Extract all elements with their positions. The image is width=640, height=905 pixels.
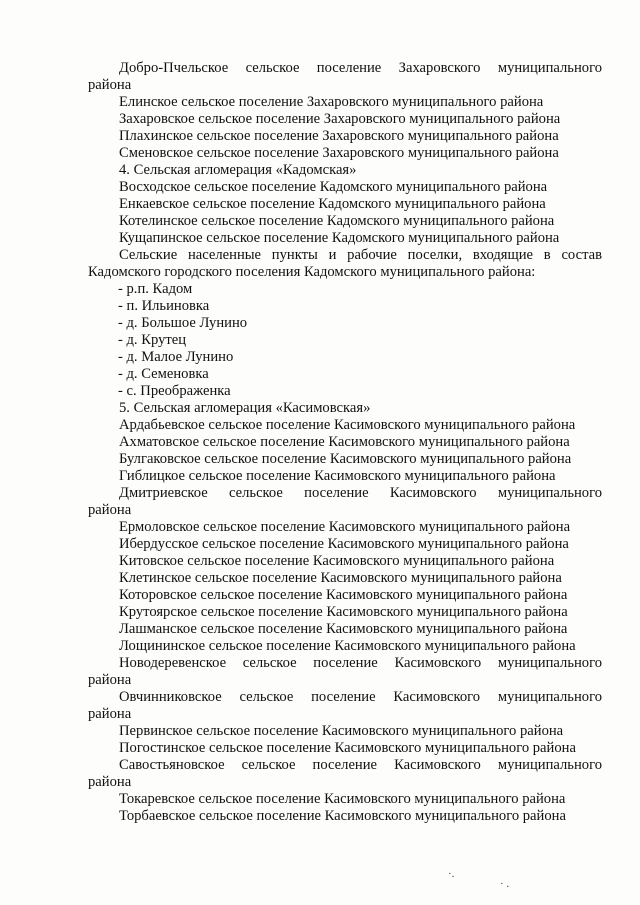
text-line: Новодеревенское сельское поселение Касимовского муниципального xyxy=(119,655,602,671)
text-line: Лощининское сельское поселение Касимовского муниципального района xyxy=(119,638,576,654)
text-line: Булгаковское сельское поселение Касимовского муниципального района xyxy=(119,451,572,467)
list-item: - д. Малое Лунино xyxy=(118,349,234,365)
text-line: Кущапинское сельское поселение Кадомского муниципального района xyxy=(119,230,560,246)
text-line: Токаревское сельское поселение Касимовского муниципального района xyxy=(119,791,566,807)
text-line: Котелинское сельское поселение Кадомского муниципального района xyxy=(119,213,555,229)
list-item: - д. Большое Лунино xyxy=(118,315,248,331)
section-heading: 4. Сельская агломерация «Кадомская» xyxy=(119,162,357,178)
text-line: Захаровское сельское поселение Захаровского муниципального района xyxy=(119,111,561,127)
text-line: Клетинское сельское поселение Касимовского муниципального района xyxy=(119,570,562,586)
text-line: Добро-Пчельское сельское поселение Захаровского муниципального xyxy=(119,60,602,76)
scan-speck: ·. xyxy=(448,868,455,880)
text-line: Сменовское сельское поселение Захаровского муниципального района xyxy=(119,145,559,161)
text-line: Плахинское сельское поселение Захаровского муниципального района xyxy=(119,128,559,144)
text-line: района xyxy=(88,774,132,790)
text-line: Енкаевское сельское поселение Кадомского муниципального района xyxy=(119,196,546,212)
text-line: Сельские населенные пункты и рабочие поселки, входящие в состав xyxy=(119,247,602,263)
text-line: района xyxy=(88,672,132,688)
list-item: - д. Семеновка xyxy=(118,366,209,382)
text-line: Погостинское сельское поселение Касимовского муниципального района xyxy=(119,740,576,756)
list-item: - с. Преображенка xyxy=(118,383,231,399)
text-line: Гиблицкое сельское поселение Касимовского муниципального района xyxy=(119,468,556,484)
text-line: района xyxy=(88,502,132,518)
text-line: Елинское сельское поселение Захаровского муниципального района xyxy=(119,94,544,110)
text-line: Овчинниковское сельское поселение Касимовского муниципального xyxy=(119,689,602,705)
text-line: Кадомского городского поселения Кадомского муниципального района: xyxy=(88,264,536,280)
text-line: Ардабьевское сельское поселение Касимовского муниципального района xyxy=(119,417,576,433)
list-item: - п. Ильиновка xyxy=(118,298,210,314)
text-line: Крутоярское сельское поселение Касимовского муниципального района xyxy=(119,604,568,620)
text-line: Восходское сельское поселение Кадомского муниципального района xyxy=(119,179,548,195)
list-item: - д. Крутец xyxy=(118,332,187,348)
list-item: - р.п. Кадом xyxy=(118,281,193,297)
text-line: района xyxy=(88,77,132,93)
text-line: Ибердусское сельское поселение Касимовского муниципального района xyxy=(119,536,569,552)
text-line: Китовское сельское поселение Касимовского муниципального района xyxy=(119,553,555,569)
document-body xyxy=(88,60,602,825)
text-line: Торбаевское сельское поселение Касимовского муниципального района xyxy=(119,808,566,824)
text-line: Первинское сельское поселение Касимовского муниципального района xyxy=(119,723,564,739)
text-line: Савостьяновское сельское поселение Касимовского муниципального xyxy=(119,757,602,773)
text-line: Ермоловское сельское поселение Касимовского муниципального района xyxy=(119,519,571,535)
text-line: района xyxy=(88,706,132,722)
text-line: Ахматовское сельское поселение Касимовского муниципального района xyxy=(119,434,570,450)
text-line: Лашманское сельское поселение Касимовского муниципального района xyxy=(119,621,568,637)
text-line: Которовское сельское поселение Касимовского муниципального района xyxy=(119,587,568,603)
text-line: Дмитриевское сельское поселение Касимовского муниципального xyxy=(119,485,602,501)
section-heading: 5. Сельская агломерация «Касимовская» xyxy=(119,400,371,416)
scan-speck: · . xyxy=(500,878,510,890)
